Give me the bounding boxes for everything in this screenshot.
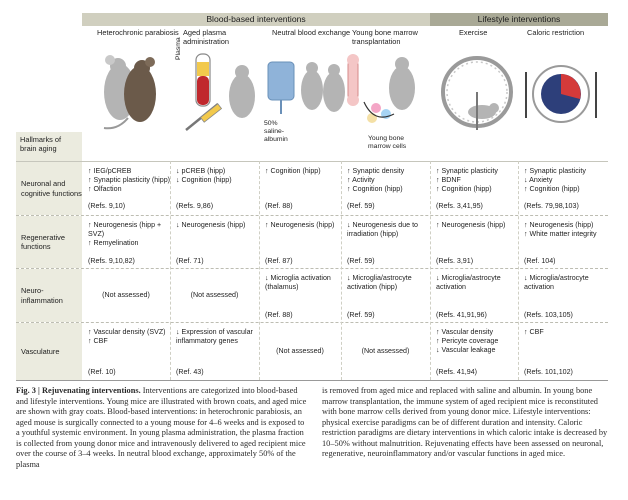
blood-based-header: Blood-based interventions — [82, 13, 430, 26]
saline-albumin-label: 50% saline-albumin — [264, 120, 288, 143]
ref-vasc-plasma: (Ref. 43) — [176, 368, 204, 376]
intervention-title-caloric-restriction: Caloric restriction — [527, 28, 585, 37]
caption-right-column: is removed from aged mice and replaced with saline and albumin. In young bone marrow transplantation, the immune system of aged recipient mice is reconstituted with bone marrow cells derived from young donor mice. Lifestyle interventions: physical exercise paradigms can be of different duration and intensity. Caloric restriction paradigms are dietary interventions in which caloric intake is decreased by 10–50% without malnutrition. Rejuvenating effects have been assessed on neuronal, regenerative, neuroinflammatory and/or vascular functions in aged mice. — [322, 386, 608, 458]
parabiosis-mice-illustration — [88, 52, 174, 132]
caption-figure-label: Fig. 3 | — [16, 386, 40, 395]
ref-vasc-exercise: (Refs. 41,94) — [436, 368, 478, 376]
table-bottom-rule — [16, 380, 608, 381]
bone-marrow-cells-label: Young bone marrow cells — [368, 135, 407, 150]
ref-vasc-caloric: (Refs. 101,102) — [524, 368, 573, 376]
cell-regen-blood-exchange: ↑ Neurogenesis (hipp) — [265, 221, 335, 229]
cell-inflam-plasma: (Not assessed) — [190, 291, 239, 300]
cell-regen-plasma: ↓ Neurogenesis (hipp) — [176, 221, 246, 229]
cell-vasc-caloric: ↑ CBF — [524, 328, 544, 336]
cell-vasc-bone-marrow: (Not assessed) — [361, 347, 410, 356]
cell-neuronal-bone-marrow: ↑ Synaptic density ↑ Activity ↑ Cognition (hipp) — [347, 167, 405, 193]
ref-inflam-caloric: (Refs. 103,105) — [524, 311, 573, 319]
cell-inflam-caloric: ↓ Microglia/astrocyte activation — [524, 274, 589, 291]
ref-regen-bone-marrow: (Ref. 59) — [347, 257, 375, 265]
cell-inflam-exercise: ↓ Microglia/astrocyte activation — [436, 274, 501, 291]
cell-regen-exercise: ↑ Neurogenesis (hipp) — [436, 221, 506, 229]
cell-neuronal-exercise: ↑ Synaptic plasticity ↑ BDNF ↑ Cognition (hipp) — [436, 167, 498, 193]
ref-inflam-bone-marrow: (Ref. 59) — [347, 311, 375, 319]
ref-regen-caloric: (Ref. 104) — [524, 257, 556, 265]
intervention-title-plasma: Aged plasma administration — [183, 28, 230, 46]
caption-left-column — [16, 386, 308, 470]
intervention-title-exercise: Exercise — [459, 28, 488, 37]
caloric-restriction-plate-illustration — [518, 52, 604, 132]
cell-regen-bone-marrow: ↓ Neurogenesis due to irradiation (hipp) — [347, 221, 418, 238]
cell-vasc-exercise: ↑ Vascular density ↑ Pericyte coverage ↓ Vascular leakage — [436, 328, 499, 354]
row-label-neuronal: Neuronal and cognitive functions — [16, 162, 82, 215]
ref-regen-parabiosis: (Refs. 9,10,82) — [88, 257, 135, 265]
ref-neuronal-blood-exchange: (Ref. 88) — [265, 202, 293, 210]
ref-neuronal-plasma: (Refs. 9,86) — [176, 202, 214, 210]
cell-neuronal-plasma: ↓ pCREB (hipp) ↓ Cognition (hipp) — [176, 167, 232, 184]
intervention-group-header — [0, 0, 628, 26]
cell-regen-caloric: ↑ Neurogenesis (hipp) ↑ White matter integrity — [524, 221, 597, 238]
ref-neuronal-bone-marrow: (Ref. 59) — [347, 202, 375, 210]
intervention-title-bone-marrow: Young bone marrow transplantation — [352, 28, 418, 46]
row-label-neuroinflammation: Neuro-inflammation — [16, 269, 82, 322]
cell-neuronal-parabiosis: ↑ IEG/pCREB ↑ Synaptic plasticity (hipp) ↑ Olfaction — [88, 167, 171, 193]
cell-vasc-parabiosis: ↑ Vascular density (SVZ) ↑ CBF — [88, 328, 166, 345]
row-label-vasculature: Vasculature — [16, 323, 82, 380]
intervention-title-blood-exchange: Neutral blood exchange — [272, 28, 351, 37]
hallmarks-header: Hallmarks of brain aging — [16, 132, 82, 161]
lifestyle-header: Lifestyle interventions — [430, 13, 608, 26]
plasma-label: Plasma — [175, 37, 182, 60]
cell-regen-parabiosis: ↑ Neurogenesis (hipp + SVZ) ↑ Remyelination — [88, 221, 162, 247]
cell-vasc-plasma: ↓ Expression of vascular inflammatory genes — [176, 328, 253, 345]
ref-regen-plasma: (Ref. 71) — [176, 257, 204, 265]
ref-neuronal-caloric: (Refs. 79,98,103) — [524, 202, 579, 210]
ref-inflam-exercise: (Refs. 41,91,96) — [436, 311, 487, 319]
exercise-wheel-illustration — [434, 52, 520, 132]
intervention-title-parabiosis: Heterochronic parabiosis — [97, 28, 179, 37]
cell-inflam-blood-exchange: ↓ Microglia activation (thalamus) — [265, 274, 331, 291]
ref-vasc-parabiosis: (Ref. 10) — [88, 368, 116, 376]
cell-inflam-bone-marrow: ↓ Microglia/astrocyte activation (hipp) — [347, 274, 412, 291]
bone-marrow-transplant-illustration — [344, 52, 430, 132]
cell-vasc-blood-exchange: (Not assessed) — [276, 347, 324, 356]
ref-inflam-blood-exchange: (Ref. 88) — [265, 311, 293, 319]
cell-neuronal-caloric: ↑ Synaptic plasticity ↓ Anxiety ↑ Cognition (hipp) — [524, 167, 586, 193]
figure-caption — [16, 386, 616, 496]
ref-regen-blood-exchange: (Ref. 87) — [265, 257, 293, 265]
row-label-regenerative: Regenerative functions — [16, 216, 82, 268]
caption-left-text: Interventions are categorized into blood-based and lifestyle interventions. Young mice are illustrated with brown coats, and aged mice are shown with gray coats. Blood-based interventions: in heterochronic parabiosis, an aged mouse is surgically connected to a young mouse for 4–6 weeks and is exposed to a youthful systemic environment. In young plasma administration, the plasma fraction is collected from young donor mice and intravenously delivered to aged recipient mice over the course of 3–4 weeks. In neutral blood exchange, approximately 50% of the plasma — [16, 386, 307, 469]
ref-regen-exercise: (Refs. 3,91) — [436, 257, 474, 265]
cell-neuronal-blood-exchange: ↑ Cognition (hipp) — [265, 167, 321, 175]
plasma-syringe-illustration — [176, 52, 262, 132]
cell-inflam-parabiosis: (Not assessed) — [102, 291, 150, 300]
caption-title: Rejuvenating interventions. — [41, 386, 141, 395]
ref-neuronal-exercise: (Refs. 3,41,95) — [436, 202, 483, 210]
ref-neuronal-parabiosis: (Refs. 9,10) — [88, 202, 126, 210]
